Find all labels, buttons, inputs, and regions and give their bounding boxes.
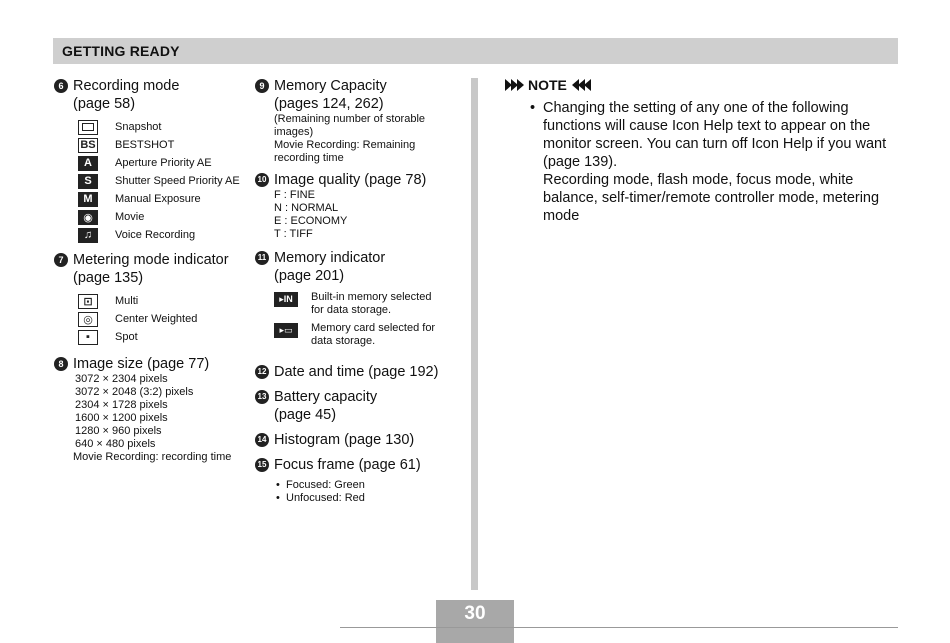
item-number: 15 [255,458,269,472]
movie-note: Movie Recording: recording time [73,451,232,463]
item-title: Battery capacity [274,389,378,405]
image-size-entry: 2304 × 1728 pixels [75,399,168,411]
item-number: 9 [255,79,269,93]
focus-frame-bullets [274,479,460,505]
mode-label: BESTSHOT [115,139,175,151]
mode-label: Shutter Speed Priority AE [115,175,240,187]
image-size-entry: 640 × 480 pixels [75,438,156,450]
quality-entry: E : ECONOMY [274,215,348,227]
shutter-priority-icon: S [78,174,98,189]
item-histogram [255,431,460,449]
image-size-list [75,373,254,451]
note-functions-list: Recording mode, flash mode, focus mode, white balance, self-timer/remote controller mode, metering mode [543,172,880,224]
quality-list [274,189,460,241]
mode-label: Multi [115,295,139,307]
item-title: Image quality (page 78) [274,172,427,188]
item-page-ref: (page 45) [274,407,337,423]
item-title: Memory Capacity [274,78,387,94]
item-page-ref: (page 201) [274,268,345,284]
bullet-text: Unfocused: Red [286,492,365,504]
voice-recording-icon: ♫ [78,228,98,243]
spot-metering-icon: ▪ [78,330,98,345]
mode-label: Aperture Priority AE [115,157,212,169]
item-title: Histogram (page 130) [274,432,415,448]
bullet-dot: • [276,492,280,504]
item-title: Date and time (page 192) [274,364,439,380]
note-text: Changing the setting of any one of the following functions will cause Icon Help text to appear on the monitor screen. You can turn off Icon Help if you want (page 139). [543,100,887,170]
item-memory-capacity [255,77,460,165]
item-number: 8 [54,357,68,371]
movie-icon: ◉ [78,210,98,225]
memory-indicator-label: Built-in memory selected for data storage. [311,291,432,316]
capacity-note: (Remaining number of storable images) [274,113,426,138]
item-title: Recording mode [73,78,180,94]
bullet-dot: • [276,479,280,491]
memory-indicator-label: Memory card selected for data storage. [311,322,436,347]
item-focus-frame [255,456,460,505]
bestshot-icon: BS [78,138,98,153]
item-memory-indicator [255,249,460,347]
item-title: Image size (page 77) [73,356,210,372]
note-heading [500,77,595,93]
mode-label: Center Weighted [115,313,198,325]
mode-row [78,136,254,154]
mode-label: Spot [115,331,138,343]
page-number-tab [436,628,514,643]
item-title: Focus frame (page 61) [274,457,421,473]
mode-row [78,292,254,310]
page-number: 30 [436,600,514,627]
mode-label: Manual Exposure [115,193,201,205]
multi-metering-icon: ⊡ [78,294,98,309]
quality-entry: N : NORMAL [274,202,339,214]
aperture-priority-icon: A [78,156,98,171]
manual-exposure-icon: M [78,192,98,207]
mode-row [78,310,254,328]
mode-label: Voice Recording [115,229,196,241]
quality-entry: T : TIFF [274,228,313,240]
note-arrows-left-icon [572,79,590,91]
mode-label: Movie [115,211,145,223]
memory-indicator-row [274,291,460,316]
quality-entry: F : FINE [274,189,315,201]
mode-row [78,226,254,244]
middle-column [255,77,460,505]
item-page-ref: (page 58) [73,96,136,112]
mode-row [78,190,254,208]
mode-row [78,172,254,190]
bullet-text: Focused: Green [286,479,365,491]
item-number: 6 [54,79,68,93]
item-date-time [255,363,460,381]
image-size-entry: 1600 × 1200 pixels [75,412,168,424]
image-size-entry: 3072 × 2048 (3:2) pixels [75,386,194,398]
image-size-entry: 3072 × 2304 pixels [75,373,168,385]
footer-rule [340,627,898,628]
image-size-entry: 1280 × 960 pixels [75,425,162,437]
left-column [54,77,254,464]
note-title: NOTE [528,77,567,93]
item-title: Memory indicator [274,250,386,266]
note-arrows-right-icon [505,79,523,91]
mode-row [78,208,254,226]
item-image-size [54,355,254,464]
mode-label: Snapshot [115,121,162,133]
item-battery-capacity [255,388,460,424]
mode-row [78,328,254,346]
capacity-movie-note: Movie Recording: Remaining recording time [274,139,416,164]
item-number: 13 [255,390,269,404]
item-metering-mode [54,251,254,346]
item-number: 14 [255,433,269,447]
item-number: 7 [54,253,68,267]
note-body [530,99,900,225]
item-title: Metering mode indicator [73,252,229,268]
item-recording-mode [54,77,254,244]
item-image-quality [255,171,460,241]
snapshot-icon [78,120,98,135]
bullet-item [274,492,460,505]
item-number: 10 [255,173,269,187]
metering-mode-list [78,292,254,346]
note-bullet: • [530,100,536,116]
bullet-item [274,479,460,492]
section-header-bar [53,38,898,64]
memory-indicator-list [274,291,460,347]
column-divider [471,78,478,590]
memory-card-icon: ▸▭ [274,323,298,338]
item-page-ref: (page 135) [73,270,144,286]
item-page-ref: (pages 124, 262) [274,96,384,112]
item-number: 12 [255,365,269,379]
mode-row [78,154,254,172]
mode-row [78,118,254,136]
recording-mode-list [78,118,254,244]
memory-indicator-row [274,322,460,347]
section-title: GETTING READY [62,43,180,59]
builtin-memory-icon: ▸IN [274,292,298,307]
item-number: 11 [255,251,269,265]
center-weighted-icon: ◎ [78,312,98,327]
